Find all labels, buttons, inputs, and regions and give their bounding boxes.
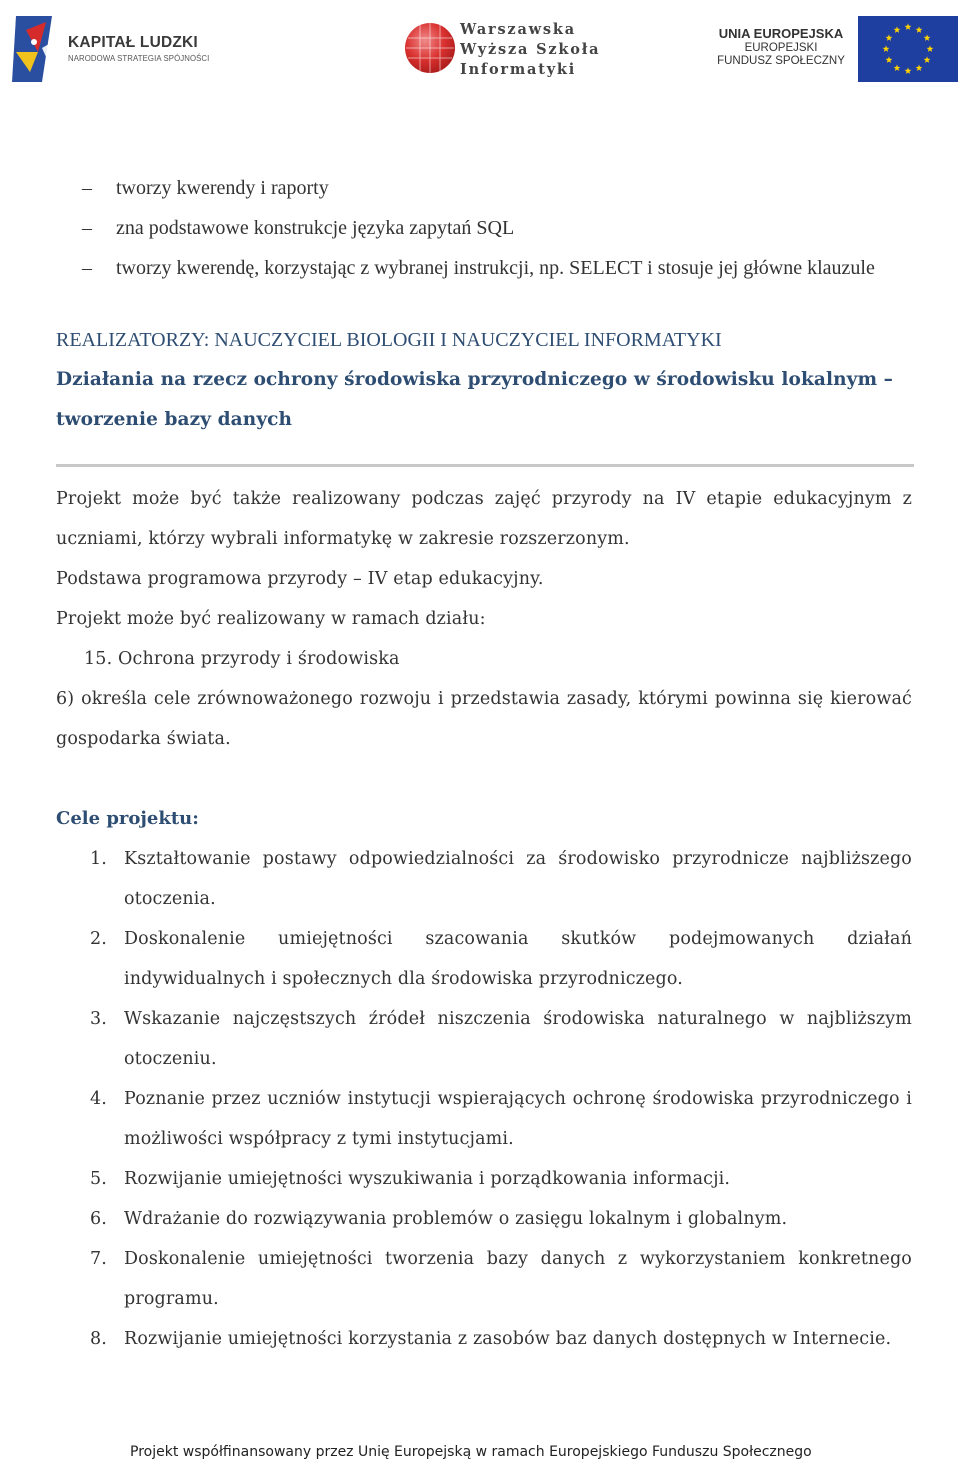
footer-note: Projekt współfinansowany przez Unię Europejską w ramach Europejskiego Funduszu Społecznego	[130, 1444, 812, 1460]
list-item: – tworzy kwerendę, korzystając z wybranej instrukcji, np. SELECT i stosuje jej główne klauzule	[56, 248, 912, 288]
wwsi-emblem-icon	[404, 20, 456, 76]
list-item: – zna podstawowe konstrukcje języka zapytań SQL	[56, 208, 912, 248]
goals-list	[56, 839, 912, 1359]
eu-line-1: UNIA EUROPEJSKA	[718, 26, 844, 41]
list-item: – tworzy kwerendy i raporty	[56, 168, 912, 208]
eu-line-2: EUROPEJSKI	[744, 42, 818, 54]
realizatorzy-line	[56, 320, 912, 360]
document-body	[56, 168, 912, 1359]
list-item: 5. Rozwijanie umiejętności wyszukiwania i porządkowania informacji.	[90, 1169, 731, 1189]
dash-bullet: –	[82, 217, 92, 239]
wwsi-logo	[404, 18, 604, 78]
kapital-ludzki-emblem-icon	[12, 12, 62, 86]
paragraph-podstawa: Podstawa programowa przyrody – IV etap edukacyjny.	[56, 569, 544, 589]
paragraph-section-15: 15. Ochrona przyrody i środowiska	[84, 649, 400, 669]
wwsi-line-3: Informatyki	[460, 61, 577, 78]
kapital-ludzki-logo	[12, 12, 227, 86]
list-item: 1. Kształtowanie postawy odpowiedzialności za środowisko przyrodnicze najbliższego otoczenia.	[90, 849, 912, 909]
dash-bullet: –	[82, 257, 92, 279]
eu-flag-icon	[858, 16, 958, 82]
list-item: 6. Wdrażanie do rozwiązywania problemów o zasięgu lokalnym i globalnym.	[90, 1209, 788, 1229]
goals-heading: Cele projektu:	[56, 808, 199, 829]
wwsi-line-2: Wyższa Szkoła	[460, 41, 601, 58]
list-item: 3. Wskazanie najczęstszych źródeł niszczenia środowiska naturalnego w najbliższym otoczeniu.	[90, 1009, 912, 1069]
list-item: 7. Doskonalenie umiejętności tworzenia bazy danych z wykorzystaniem konkretnego programu.	[90, 1249, 912, 1309]
paragraph-intro: Projekt może być także realizowany podczas zajęć przyrody na IV etapie edukacyjnym z uczniami, którzy wybrali informatykę w zakresie rozszerzonym.	[56, 489, 912, 549]
list-item: 2. Doskonalenie umiejętności szacowania skutków podejmowanych działań indywidualnych i społecznych dla środowiska przyrodniczego.	[90, 929, 912, 989]
section-heading: Działania na rzecz ochrony środowiska przyrodniczego w środowisku lokalnym – tworzenie bazy danych	[56, 369, 894, 430]
kapital-ludzki-title: KAPITAŁ LUDZKI	[68, 34, 198, 51]
eu-line-3: FUNDUSZ SPOŁECZNY	[717, 55, 845, 67]
realizatorzy-value: NAUCZYCIEL BIOLOGII I NAUCZYCIEL INFORMATYKI	[209, 329, 722, 351]
dash-bullet: –	[82, 177, 92, 199]
eu-logo	[708, 14, 958, 84]
paragraph-point-6: 6) określa cele zrównoważonego rozwoju i przedstawia zasady, którymi powinna się kierować gospodarka świata.	[56, 689, 912, 749]
realizatorzy-label: REALIZATORZY:	[56, 329, 210, 351]
kapital-ludzki-subtitle: NARODOWA STRATEGIA SPÓJNOŚCI	[68, 54, 210, 63]
divider	[56, 464, 914, 467]
list-item: 8. Rozwijanie umiejętności korzystania z zasobów baz danych dostępnych w Internecie.	[90, 1329, 892, 1349]
list-item: 4. Poznanie przez uczniów instytucji wspierających ochronę środowiska przyrodniczego i możliwości współpracy z tymi instytucjami.	[90, 1089, 912, 1149]
wwsi-line-1: Warszawska	[460, 21, 576, 38]
skills-list	[56, 168, 912, 288]
paragraph-dzial: Projekt może być realizowany w ramach działu:	[56, 609, 486, 629]
